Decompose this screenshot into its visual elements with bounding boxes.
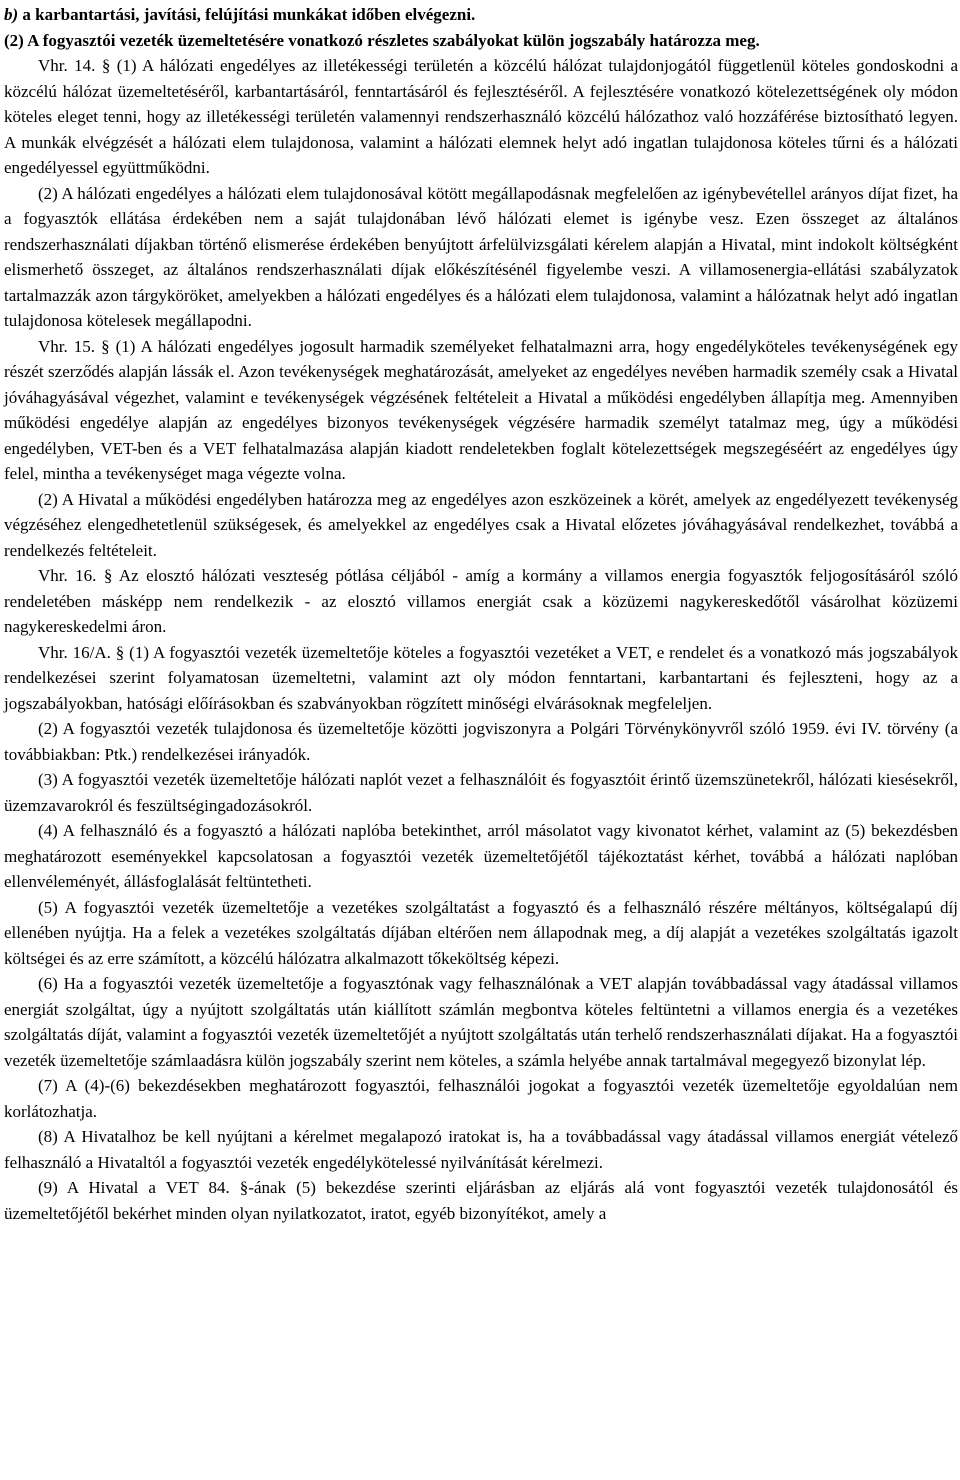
paragraph-16a-6: (6) Ha a fogyasztói vezeték üzemeltetője a fogyasztónak vagy felhasználónak a VET alapján továbbadással vagy átadással villamos energiát szolgáltat, úgy a nyújtott szolgáltatás után kiállított számlán megbontva köteles feltüntetni a villamos energia és a vezetékes szolgáltatás díját, valamint a fogyasztói vezeték üzemeltetőjét a nyújtott szolgáltatás után terhelő rendszerhasználati díjakat. Ha a fogyasztói vezeték üzemeltetője számlaadásra külön jogszabály szerint nem köteles, a számla helyébe annak tartalmával megegyező bizonylat lép. [4, 974, 958, 1070]
paragraph-16a-9: (9) A Hivatal a VET 84. §-ának (5) bekezdése szerinti eljárásban az eljárás alá vont fogyasztói vezeték tulajdonosától és üzemeltetőjétől bekérhet minden olyan nyilatkozatot, iratot, egyéb bizonyítékot, amely a [4, 1178, 958, 1223]
paragraph-14-2: (2) A hálózati engedélyes a hálózati elem tulajdonosával kötött megállapodásnak megfelelően az igénybevétellel arányos díjat fizet, ha a fogyasztók ellátása érdekében nem a saját tulajdonában lévő hálózati elemet is igénybe vesz. Ezen összeget az általános rendszerhasználati díjakban történő elismerése érdekében benyújtott árfelülvizsgálati kérelem alapján a Hivatal, mint indokolt költségként elismerhető összeget, az általános rendszerhasználati díjak előkészítésénél figyelembe veszi. A villamosenergia-ellátási szabályzatok tartalmazzák azon tárgyköröket, amelyekben a hálózati engedélyes és a hálózati elem tulajdonosa, valamint a hálózatnak helyt adó ingatlan tulajdonosa kötelesek megállapodni. [4, 183, 958, 330]
paragraph-16a-4: (4) A felhasználó és a fogyasztó a hálózati naplóba betekinthet, arról másolatot vagy kivonatot kérhet, valamint az (5) bekezdésben meghatározott eseményekkel kapcsolatosan a fogyasztói vezeték üzemeltetőjétől tájékoztatást kérhet, továbbá a hálózati naplóban ellenvéleményét, állásfoglalását feltüntetheti. [4, 821, 958, 891]
paragraph-15-1: Vhr. 15. § (1) A hálózati engedélyes jogosult harmadik személyeket felhatalmazni arra, hogy engedélyköteles tevékenységének egy részét szerződés alapján lássák el. Azon tevékenységek meghatározását, amelyeket az engedélyes nevében harmadik személy csak a Hivatal jóváhagyásával végezhet, valamint e tevékenységek végzésének feltételeit a Hivatal a működési engedélyben állapítja meg. Amennyiben működési engedélye alapján az engedélyes bizonyos tevékenységek végzésére harmadik személyt tatalmaz meg, úgy a működési engedélyben, VET-ben és a VET felhatalmazása alapján kiadott rendeletekben foglalt kötelezettségek megszegéséért az engedélyes úgy felel, mintha a tevékenységet maga végezte volna. [4, 336, 958, 483]
paragraph-16a-8: (8) A Hivatalhoz be kell nyújtani a kérelmet megalapozó iratokat is, ha a továbbadással vagy átadással villamos energiát vételező felhasználó a Hivataltól a fogyasztói vezeték engedélykötelessé nyilvánítását kérelmezi. [4, 1127, 958, 1172]
list-item-text: a karbantartási, javítási, felújítási munkákat időben elvégezni. [18, 5, 476, 24]
paragraph-16a-7: (7) A (4)-(6) bekezdésekben meghatározott fogyasztói, felhasználói jogokat a fogyasztói vezeték üzemeltetője egyoldalúan nem korlátozhatja. [4, 1076, 958, 1121]
list-marker: b) [4, 5, 19, 24]
paragraph-16a-3: (3) A fogyasztói vezeték üzemeltetője hálózati naplót vezet a felhasználóit és fogyasztóit érintő üzemszünetekről, hálózati kiesésekről, üzemzavarokról és feszültségingadozásokról. [4, 770, 958, 815]
paragraph-16a-2: (2) A fogyasztói vezeték tulajdonosa és üzemeltetője közötti jogviszonyra a Polgári Törvénykönyvről szóló 1959. évi IV. törvény (a továbbiakban: Ptk.) rendelkezései irányadók. [4, 719, 958, 764]
paragraph-15-2: (2) A Hivatal a működési engedélyben határozza meg az engedélyes azon eszközeinek a körét, amelyek az engedélyezett tevékenység végzéséhez elengedhetetlenül szükségesek, és amelyekkel az engedélyes csak a Hivatal előzetes jóváhagyásával rendelkezhet, továbbá a rendelkezés feltételeit. [4, 489, 958, 560]
paragraph-16: Vhr. 16. § Az elosztó hálózati veszteség pótlása céljából - amíg a kormány a villamos energia fogyasztók feljogosításáról szóló rendeletében másképp nem rendelkezik - az elosztó villamos energiát csak a közüzemi nagykereskedőtől vásárolhat közüzemi nagykereskedelmi áron. [4, 566, 958, 636]
paragraph-14-1: Vhr. 14. § (1) A hálózati engedélyes az illetékességi területén a közcélú hálózat tulajdonjogától függetlenül köteles gondoskodni a közcélú hálózat üzemeltetéséről, karbantartásáról, fenntartásáról és fejlesztéséről. A fejlesztésére vonatkozó kötelezettségének oly módon köteles eleget tenni, hogy az illetékességi területén valamennyi rendszerhasználó közcélú hálózathoz való hozzáférése biztosítható legyen. A munkák elvégzését a hálózati elem tulajdonosa, valamint a hálózati elemnek helyt adó ingatlan tulajdonosa köteles tűrni és a hálózati engedélyessel együttműködni. [4, 56, 958, 177]
document-page [4, 2, 958, 1226]
paragraph-13-2: (2) A fogyasztói vezeték üzemeltetésére vonatkozó részletes szabályokat külön jogszabály határozza meg. [4, 30, 760, 50]
paragraph-16a-5: (5) A fogyasztói vezeték üzemeltetője a vezetékes szolgáltatást a fogyasztó és a felhasználó részére méltányos, költségalapú díj ellenében nyújtja. Ha a felek a vezetékes szolgáltatás díjában eltérően nem állapodnak meg, a díj alapját a vezetékes szolgáltatás igazolt költségei és az erre számított, a közcélú hálózatra alkalmazott tőkeköltség képezi. [4, 897, 958, 968]
paragraph-16a-1: Vhr. 16/A. § (1) A fogyasztói vezeték üzemeltetője köteles a fogyasztói vezetéket a VET, e rendelet és a vonatkozó más jogszabályok rendelkezései szerint folyamatosan üzemeltetni, valamint azt oly módon fenntartani, karbantartani és fejleszteni, hogy az a jogszabályokban, hatósági előírásokban és szabványokban rögzített minőségi elvárásoknak megfeleljen. [4, 642, 958, 713]
list-item-b [4, 2, 958, 28]
